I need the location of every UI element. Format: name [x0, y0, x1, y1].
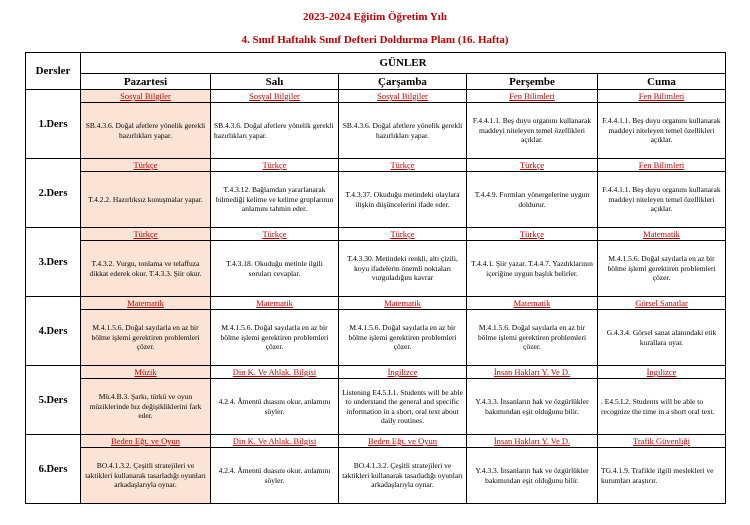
subject-label: Matematik — [256, 298, 293, 308]
lesson-row-outcomes — [26, 448, 726, 504]
subject-cell — [339, 90, 467, 103]
subject-label: Müzik — [134, 367, 157, 377]
header-row-gunler — [26, 53, 726, 74]
subject-cell — [211, 90, 339, 103]
subject-cell — [467, 228, 598, 241]
lesson-row-subjects — [26, 90, 726, 103]
outcome-cell: SB.4.3.6. Doğal afetlere yönelik gerekli hazırlıkları yapar. — [339, 103, 467, 159]
subject-cell — [81, 366, 211, 379]
outcome-cell: G.4.3.4. Görsel sanat alanındaki etik kurallara uyar. — [598, 310, 726, 366]
subject-label: İnsan Hakları Y. Ve D. — [493, 367, 571, 377]
subject-cell — [81, 228, 211, 241]
weekly-plan-table — [25, 52, 726, 504]
subject-label: Trafik Güvenliği — [632, 436, 691, 446]
subject-cell — [339, 159, 467, 172]
lesson-label: 3.Ders — [26, 228, 81, 297]
outcome-cell: TG.4.1.9. Trafikle ilgili meslekleri ve kurumları araştırır. — [598, 448, 726, 504]
lesson-row-subjects — [26, 435, 726, 448]
subject-cell — [339, 297, 467, 310]
outcome-cell: M.4.1.5.6. Doğal sayılarla en az bir bölme işlemi gerektiren problemleri çözer. — [467, 310, 598, 366]
outcome-cell: F.4.4.1.1. Beş duyu organını kullanarak maddeyi niteleyen temel özellikleri açıklar. — [598, 103, 726, 159]
subject-cell — [81, 435, 211, 448]
header-dersler: Dersler — [26, 53, 81, 90]
outcome-cell: BO.4.1.3.2. Çeşitli stratejileri ve taktikleri kullanarak tasarladığı oyunları arkadaşlarıyla oynar. — [339, 448, 467, 504]
subject-cell — [211, 366, 339, 379]
plan-body — [26, 90, 726, 504]
subject-label: Din K. Ve Ahlak. Bilgisi — [232, 367, 317, 377]
outcome-cell: BO.4.1.3.2. Çeşitli stratejileri ve taktikleri kullanarak tasarladığı oyunları arkadaşlarıyla oynar. — [81, 448, 211, 504]
outcome-cell: T.4.4.9. Formları yönergelerine uygun doldurur. — [467, 172, 598, 228]
header-gunler: GÜNLER — [81, 53, 726, 74]
outcome-cell: Y.4.3.3. İnsanların hak ve özgürlükler bakımından eşit olduğunu bilir. — [467, 448, 598, 504]
subject-cell — [467, 297, 598, 310]
subject-cell — [211, 435, 339, 448]
subject-label: Matematik — [643, 229, 680, 239]
outcome-cell: F.4.4.1.1. Beş duyu organını kullanarak maddeyi niteleyen temel özellikleri açıklar. — [598, 172, 726, 228]
subject-label: Türkçe — [133, 160, 158, 170]
subject-cell — [467, 366, 598, 379]
lesson-label: 1.Ders — [26, 90, 81, 159]
document-subtitle: 4. Sınıf Haftalık Sınıf Defteri Doldurma Planı (16. Hafta) — [241, 34, 509, 46]
subject-label: Sosyal Bilgiler — [120, 91, 171, 101]
subject-label: Din K. Ve Ahlak. Bilgisi — [232, 436, 317, 446]
subject-label: İnsan Hakları Y. Ve D. — [493, 436, 571, 446]
subject-label: Türkçe — [519, 229, 545, 239]
subject-cell — [81, 297, 211, 310]
subject-label: Fen Bilimleri — [638, 160, 685, 170]
day-header-cuma: Cuma — [598, 74, 726, 90]
subject-label: Beden Eğt. ve Oyun — [368, 436, 437, 446]
outcome-cell: T.4.3.37. Okuduğu metindeki olaylara ilişkin düşüncelerini ifade eder. — [339, 172, 467, 228]
subject-label: İngilizce — [387, 367, 418, 377]
subject-cell — [598, 435, 726, 448]
subject-label: Türkçe — [262, 229, 287, 239]
subject-label: Sosyal Bilgiler — [377, 91, 428, 101]
header-row-days — [26, 74, 726, 90]
subject-cell — [598, 366, 726, 379]
lesson-row-outcomes — [26, 310, 726, 366]
subject-cell — [467, 435, 598, 448]
outcome-cell: SB.4.3.6. Doğal afetlere yönelik gerekli hazırlıkları yapar. — [211, 103, 339, 159]
subject-cell — [81, 159, 211, 172]
outcome-cell: M.4.1.5.6. Doğal sayılarla en az bir bölme işlemi gerektiren problemleri çözer. — [211, 310, 339, 366]
subject-label: Sosyal Bilgiler — [249, 91, 300, 101]
lesson-row-subjects — [26, 366, 726, 379]
subject-label: Fen Bilimleri — [509, 91, 555, 101]
lesson-row-outcomes — [26, 241, 726, 297]
outcome-cell: 4.2.4. Âmentü duasını okur, anlamını söyler. — [211, 379, 339, 435]
subject-cell — [339, 435, 467, 448]
outcome-cell: T.4.2.2. Hazırlıksız konuşmalar yapar. — [81, 172, 211, 228]
subject-cell — [598, 297, 726, 310]
outcome-cell: T.4.3.12. Bağlamdan yararlanarak bilmediği kelime ve kelime gruplarının anlamını tahmin eder. — [211, 172, 339, 228]
outcome-cell: F.4.4.1.1. Beş duyu organını kullanarak maddeyi niteleyen temel özellikleri açıklar. — [467, 103, 598, 159]
lesson-row-outcomes — [26, 172, 726, 228]
subject-cell — [81, 90, 211, 103]
subject-label: Matematik — [127, 298, 164, 308]
lesson-label: 6.Ders — [26, 435, 81, 504]
subject-cell — [339, 366, 467, 379]
subject-cell — [467, 159, 598, 172]
subject-label: Fen Bilimleri — [638, 91, 685, 101]
subject-cell — [211, 228, 339, 241]
subject-label: Türkçe — [519, 160, 545, 170]
subject-cell — [211, 159, 339, 172]
outcome-cell: Mü.4.B.3. Şarkı, türkü ve oyun müziklerinde hız değişikliklerini fark eder. — [81, 379, 211, 435]
lesson-label: 4.Ders — [26, 297, 81, 366]
outcome-cell: Y.4.3.3. İnsanların hak ve özgürlükler bakımından eşit olduğunu bilir. — [467, 379, 598, 435]
outcome-cell: T.4.3.18. Okuduğu metinle ilgili soruları cevaplar. — [211, 241, 339, 297]
lesson-row-subjects — [26, 297, 726, 310]
outcome-cell: T.4.3.30. Metindeki renkli, altı çizili, koyu ifadelerin önemli noktaları vurguladığını kavrar — [339, 241, 467, 297]
subject-cell — [467, 90, 598, 103]
subject-label: Türkçe — [133, 229, 158, 239]
day-header-persembe: Perşembe — [467, 74, 598, 90]
outcome-cell: . E4.5.L2. Students will be able to recognize the time in a short oral text. — [598, 379, 726, 435]
lesson-row-outcomes — [26, 379, 726, 435]
outcome-cell: M.4.1.5.6. Doğal sayılarla en az bir bölme işlemi gerektiren problemleri çözer. — [81, 310, 211, 366]
subject-cell — [598, 159, 726, 172]
lesson-row-outcomes — [26, 103, 726, 159]
day-header-carsamba: Çarşamba — [339, 74, 467, 90]
subject-cell — [598, 90, 726, 103]
subject-cell — [598, 228, 726, 241]
lesson-row-subjects — [26, 159, 726, 172]
day-header-sali: Salı — [211, 74, 339, 90]
subject-label: Görsel Sanatlar — [635, 298, 688, 308]
subject-label: Türkçe — [390, 160, 415, 170]
subject-cell — [339, 228, 467, 241]
subject-label: İngilizce — [646, 367, 677, 377]
outcome-cell: M.4.1.5.6. Doğal sayılarla en az bir bölme işlemi gerektiren problemleri çözer. — [598, 241, 726, 297]
lesson-label: 2.Ders — [26, 159, 81, 228]
subject-label: Beden Eğt. ve Oyun — [111, 436, 180, 446]
outcome-cell: Listening E4.5.L1. Students will be able to understand the general and specific information in a short, oral text about daily routines. — [339, 379, 467, 435]
document-title: 2023-2024 Eğitim Öğretim Yılı — [303, 11, 447, 23]
outcome-cell: T.4.3.2. Vurgu, tonlama ve telaffuza dikkat ederek okur. T.4.3.3. Şiir okur. — [81, 241, 211, 297]
outcome-cell: SB.4.3.6. Doğal afetlere yönelik gerekli hazırlıkları yapar. — [81, 103, 211, 159]
subject-label: Matematik — [513, 298, 551, 308]
outcome-cell: M.4.1.5.6. Doğal sayılarla en az bir bölme işlemi gerektiren problemleri çözer. — [339, 310, 467, 366]
lesson-label: 5.Ders — [26, 366, 81, 435]
subject-cell — [211, 297, 339, 310]
day-header-pazartesi: Pazartesi — [81, 74, 211, 90]
lesson-row-subjects — [26, 228, 726, 241]
outcome-cell: T.4.4.1. Şiir yazar. T.4.4.7. Yazdıklarının içeriğine uygun başlık belirler. — [467, 241, 598, 297]
subject-label: Türkçe — [262, 160, 287, 170]
outcome-cell: 4.2.4. Âmentü duasını okur, anlamını söyler. — [211, 448, 339, 504]
subject-label: Matematik — [384, 298, 421, 308]
subject-label: Türkçe — [390, 229, 415, 239]
